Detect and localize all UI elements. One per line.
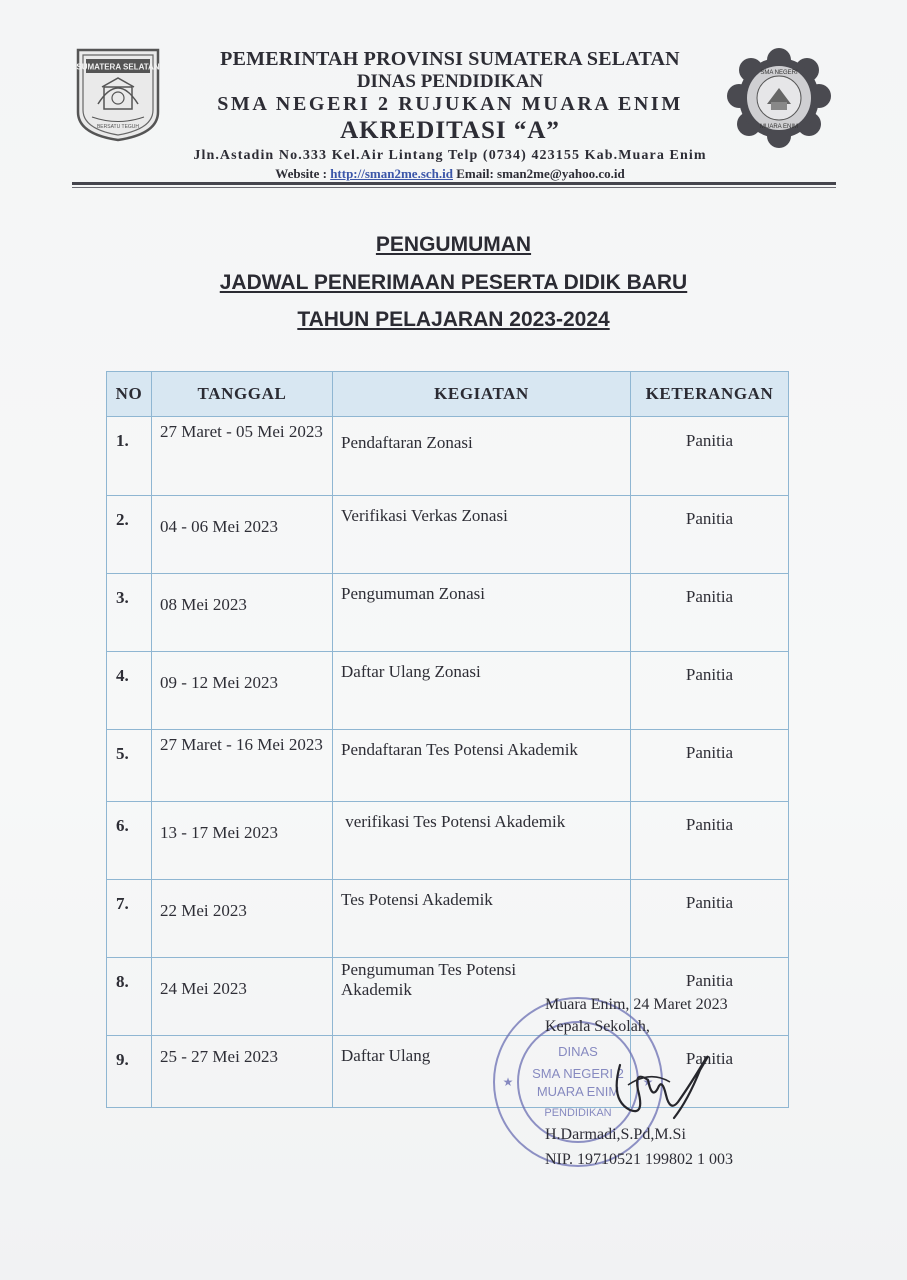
letterhead-address: Jln.Astadin No.333 Kel.Air Lintang Telp (0734) 423155 Kab.Muara Enim bbox=[193, 148, 707, 163]
stamp-line-3: MUARA ENIM bbox=[536, 1084, 620, 1099]
cell-no: 7. bbox=[107, 880, 152, 958]
cell-tanggal: 13 - 17 Mei 2023 bbox=[152, 802, 333, 880]
svg-text:MUARA ENIM: MUARA ENIM bbox=[759, 124, 799, 130]
header-keterangan: KETERANGAN bbox=[631, 372, 789, 417]
header-kegiatan: KEGIATAN bbox=[333, 372, 631, 417]
cell-keterangan: Panitia bbox=[631, 417, 789, 496]
signatory-nip: NIP. 19710521 199802 1 003 bbox=[545, 1151, 734, 1168]
cell-kegiatan: Verifikasi Verkas Zonasi bbox=[333, 496, 631, 574]
svg-text:BERSATU TEGUH: BERSATU TEGUH bbox=[96, 124, 140, 130]
cell-keterangan: Panitia bbox=[631, 730, 789, 802]
letterhead-accreditation: AKREDITASI “A” bbox=[340, 117, 560, 144]
table-row bbox=[107, 802, 789, 880]
cell-no: 1. bbox=[107, 417, 152, 496]
cell-tanggal: 27 Maret - 05 Mei 2023 bbox=[152, 417, 333, 496]
website-link[interactable]: http://sman2me.sch.id bbox=[330, 166, 453, 181]
cell-tanggal: 22 Mei 2023 bbox=[152, 880, 333, 958]
svg-text:★: ★ bbox=[502, 1075, 514, 1089]
cell-tanggal: 04 - 06 Mei 2023 bbox=[152, 496, 333, 574]
cell-no: 9. bbox=[107, 1036, 152, 1108]
header-no: NO bbox=[107, 372, 152, 417]
cell-no: 2. bbox=[107, 496, 152, 574]
cell-kegiatan: Pendaftaran Zonasi bbox=[333, 417, 631, 496]
cell-kegiatan: Pengumuman Zonasi bbox=[333, 574, 631, 652]
cell-kegiatan: Daftar Ulang bbox=[333, 1036, 631, 1108]
cell-tanggal: 27 Maret - 16 Mei 2023 bbox=[152, 730, 333, 802]
table-row bbox=[107, 417, 789, 496]
cell-kegiatan: Tes Potensi Akademik bbox=[333, 880, 631, 958]
table-row bbox=[107, 496, 789, 574]
table-row bbox=[107, 652, 789, 730]
cell-no: 5. bbox=[107, 730, 152, 802]
cell-tanggal: 08 Mei 2023 bbox=[152, 574, 333, 652]
cell-keterangan: Panitia bbox=[631, 958, 789, 1036]
letterhead-school-name: SMA NEGERI 2 RUJUKAN MUARA ENIM bbox=[217, 93, 683, 115]
stamp-line-1: DINAS bbox=[558, 1044, 598, 1059]
cell-tanggal: 09 - 12 Mei 2023 bbox=[152, 652, 333, 730]
cell-no: 6. bbox=[107, 802, 152, 880]
website-label: Website : bbox=[275, 166, 331, 181]
letterhead-department: DINAS PENDIDIKAN bbox=[356, 71, 544, 92]
cell-keterangan: Panitia bbox=[631, 496, 789, 574]
header-tanggal: TANGGAL bbox=[152, 372, 333, 417]
letterhead-rule-thick bbox=[72, 182, 836, 185]
signature-place-date: Muara Enim, 24 Maret 2023 bbox=[545, 996, 728, 1013]
cell-keterangan: Panitia bbox=[631, 880, 789, 958]
letterhead-government: PEMERINTAH PROVINSI SUMATERA SELATAN bbox=[220, 48, 680, 70]
svg-text:SMA NEGERI: SMA NEGERI bbox=[760, 70, 798, 76]
cell-no: 4. bbox=[107, 652, 152, 730]
academic-year: TAHUN PELAJARAN 2023-2024 bbox=[297, 308, 610, 331]
cell-kegiatan: verifikasi Tes Potensi Akademik bbox=[333, 802, 631, 880]
table-row bbox=[107, 574, 789, 652]
letterhead-contact bbox=[150, 166, 750, 182]
cell-keterangan: Panitia bbox=[631, 1036, 789, 1108]
svg-text:SUMATERA SELATAN: SUMATERA SELATAN bbox=[76, 62, 160, 72]
cell-keterangan: Panitia bbox=[631, 574, 789, 652]
cell-kegiatan: Daftar Ulang Zonasi bbox=[333, 652, 631, 730]
cell-keterangan: Panitia bbox=[631, 652, 789, 730]
email-address: sman2me@yahoo.co.id bbox=[497, 166, 625, 181]
cell-kegiatan: Pendaftaran Tes Potensi Akademik bbox=[333, 730, 631, 802]
cell-keterangan: Panitia bbox=[631, 802, 789, 880]
cell-no: 3. bbox=[107, 574, 152, 652]
table-row bbox=[107, 730, 789, 802]
table-header-row bbox=[107, 372, 789, 417]
letterhead-rule-thin bbox=[72, 187, 836, 188]
stamp-line-2: SMA NEGERI 2 bbox=[532, 1066, 624, 1081]
cell-no: 8. bbox=[107, 958, 152, 1036]
signature-position: Kepala Sekolah, bbox=[545, 1018, 650, 1035]
cell-tanggal: 24 Mei 2023 bbox=[152, 958, 333, 1036]
table-row bbox=[107, 880, 789, 958]
announcement-title: PENGUMUMAN bbox=[375, 233, 532, 256]
handwritten-signature-icon bbox=[600, 1040, 720, 1130]
cell-kegiatan: Pengumuman Tes Potensi Akademik bbox=[333, 958, 631, 1036]
svg-text:★: ★ bbox=[642, 1075, 654, 1089]
cell-tanggal: 25 - 27 Mei 2023 bbox=[152, 1036, 333, 1108]
announcement-subtitle: JADWAL PENERIMAAN PESERTA DIDIK BARU bbox=[219, 271, 688, 294]
email-label: Email: bbox=[452, 166, 498, 181]
signatory-name: H.Darmadi,S.Pd,M.Si bbox=[545, 1126, 686, 1143]
stamp-line-4: PENDIDIKAN bbox=[544, 1107, 612, 1119]
